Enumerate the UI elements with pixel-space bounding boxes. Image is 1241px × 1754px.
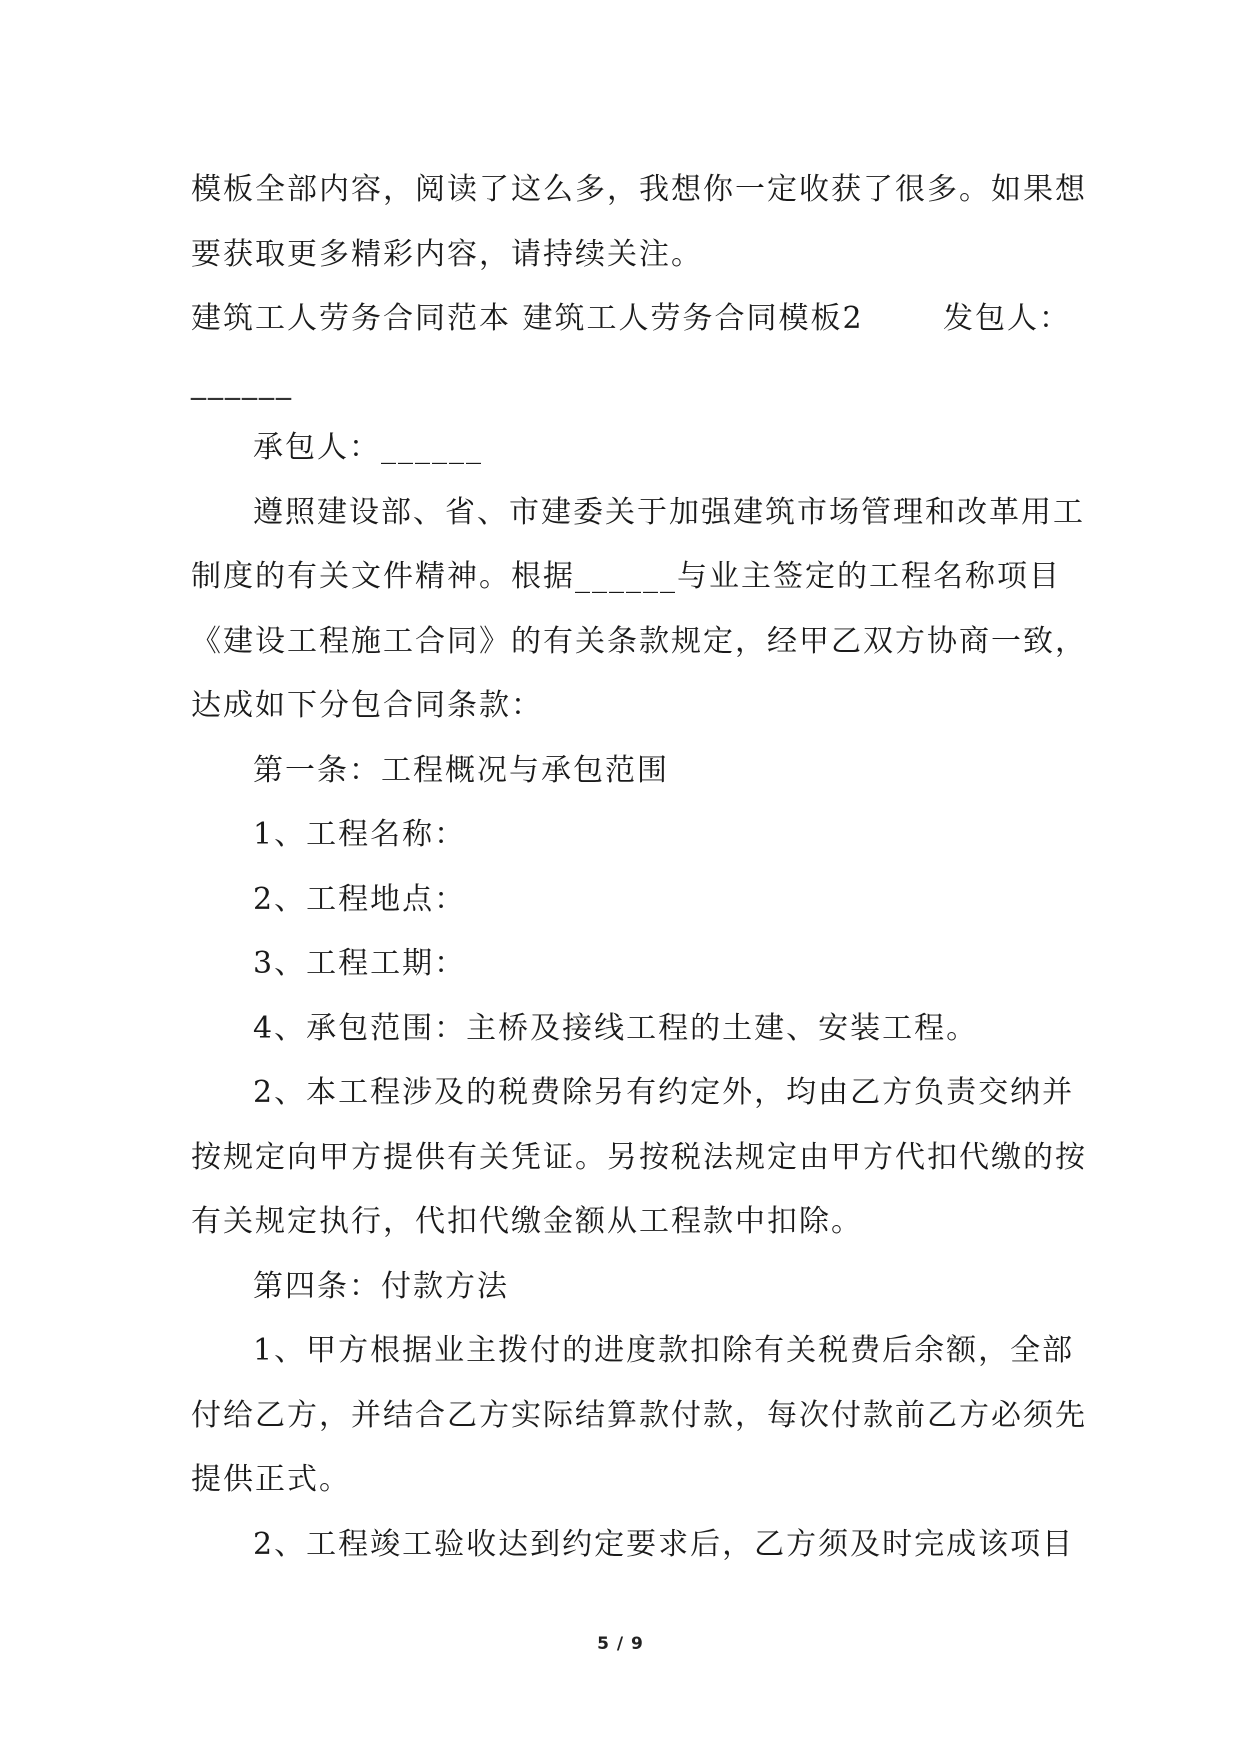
body-line: 《建设工程施工合同》的有关条款规定，经甲乙双方协商一致，	[191, 623, 1087, 659]
document-body	[191, 158, 1087, 1577]
list-item: 2、本工程涉及的税费除另有约定外，均由乙方负责交纳并	[253, 1075, 1075, 1110]
list-item: 2、工程地点：	[253, 881, 467, 917]
article-heading: 第四条：付款方法	[253, 1268, 509, 1304]
body-line: 提供正式。	[191, 1462, 351, 1497]
contract-heading-line	[191, 287, 1071, 352]
body-line: 有关规定执行，代扣代缴金额从工程款中扣除。	[191, 1204, 863, 1239]
list-item: 2、工程竣工验收达到约定要求后，乙方须及时完成该项目	[253, 1526, 1075, 1562]
contract-title: 建筑工人劳务合同范本 建筑工人劳务合同模板2	[191, 301, 864, 336]
body-line: 按规定向甲方提供有关凭证。另按税法规定由甲方代扣代缴的按	[191, 1139, 1087, 1175]
list-item: 3、工程工期：	[253, 946, 467, 981]
list-item: 1、甲方根据业主拨付的进度款扣除有关税费后余额，全部	[253, 1333, 1075, 1368]
page-number: 5 / 9	[597, 1634, 644, 1654]
employer-label: 发包人：	[943, 301, 1071, 336]
article-heading: 第一条：工程概况与承包范围	[253, 752, 669, 788]
body-line: 付给乙方，并结合乙方实际结算款付款，每次付款前乙方必须先	[191, 1397, 1087, 1433]
body-line: 制度的有关文件精神。根据______与业主签定的工程名称项目	[191, 559, 1061, 594]
employer-blank: ______	[191, 365, 293, 401]
body-line: 模板全部内容，阅读了这么多，我想你一定收获了很多。如果想	[191, 172, 1087, 207]
list-item: 4、承包范围：主桥及接线工程的土建、安装工程。	[253, 1010, 979, 1046]
body-line: 遵照建设部、省、市建委关于加强建筑市场管理和改革用工	[253, 494, 1085, 530]
body-line: 达成如下分包合同条款：	[191, 688, 543, 723]
list-item: 1、工程名称：	[253, 817, 467, 852]
body-line: 要获取更多精彩内容，请持续关注。	[191, 236, 703, 272]
contractor-line: 承包人：______	[253, 430, 483, 465]
